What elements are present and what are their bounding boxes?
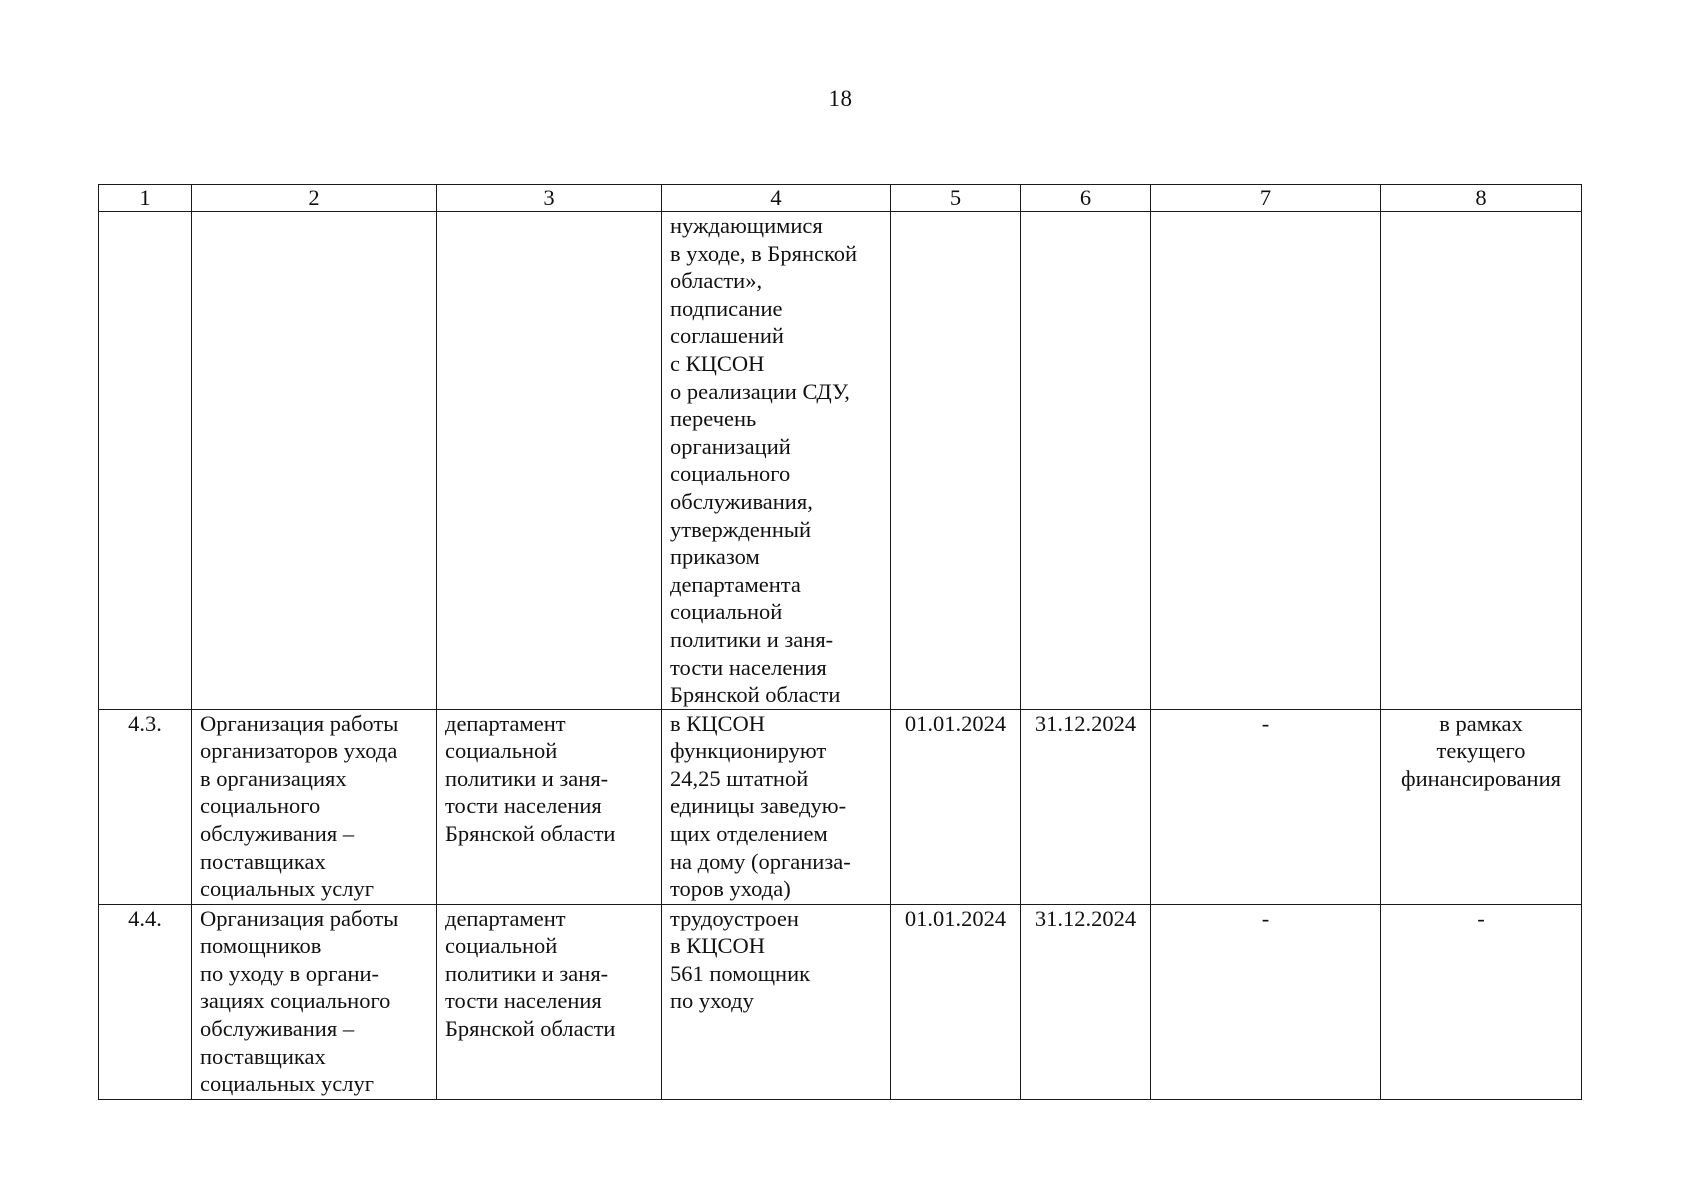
end-date: 31.12.2024 — [1021, 904, 1151, 1099]
col8-value: - — [1381, 904, 1582, 1099]
header-cell-6: 6 — [1021, 185, 1151, 212]
responsible: департамент социальной политики и заня- тости населения Брянской области — [437, 709, 662, 904]
header-cell-1: 1 — [99, 185, 192, 212]
table-row — [99, 709, 1582, 904]
header-cell-4: 4 — [662, 185, 891, 212]
col7-value: - — [1151, 709, 1381, 904]
start-date — [891, 212, 1021, 710]
table-row — [99, 212, 1582, 710]
responsible — [437, 212, 662, 710]
responsible: департамент социальной политики и заня- тости населения Брянской области — [437, 904, 662, 1099]
col8-value — [1381, 212, 1582, 710]
header-cell-5: 5 — [891, 185, 1021, 212]
table-row — [99, 904, 1582, 1099]
result-description: нуждающимися в уходе, в Брянской области», подписание соглашений с КЦСОН о реализации СДУ, перечень организаций социального обслуживания, утвержденный приказом департамента социальной политики и заня- тости населения Брянской области — [662, 212, 891, 710]
col7-value: - — [1151, 904, 1381, 1099]
header-cell-7: 7 — [1151, 185, 1381, 212]
col8-value: в рамках текущего финансирования — [1381, 709, 1582, 904]
start-date: 01.01.2024 — [891, 709, 1021, 904]
end-date — [1021, 212, 1151, 710]
row-number: 4.4. — [99, 904, 192, 1099]
event-name: Организация работы организаторов ухода в организациях социального обслуживания – поставщиках социальных услуг — [192, 709, 437, 904]
header-cell-2: 2 — [192, 185, 437, 212]
header-cell-8: 8 — [1381, 185, 1582, 212]
plan-table — [98, 184, 1582, 1100]
result-description: трудоустроен в КЦСОН 561 помощник по уходу — [662, 904, 891, 1099]
header-row — [99, 185, 1582, 212]
event-name — [192, 212, 437, 710]
end-date: 31.12.2024 — [1021, 709, 1151, 904]
row-number — [99, 212, 192, 710]
header-cell-3: 3 — [437, 185, 662, 212]
page-number: 18 — [828, 86, 853, 111]
row-number: 4.3. — [99, 709, 192, 904]
col7-value — [1151, 212, 1381, 710]
start-date: 01.01.2024 — [891, 904, 1021, 1099]
event-name: Организация работы помощников по уходу в органи- зациях социального обслуживания – поставщиках социальных услуг — [192, 904, 437, 1099]
result-description: в КЦСОН функционируют 24,25 штатной единицы заведую- щих отделением на дому (организа- торов ухода) — [662, 709, 891, 904]
